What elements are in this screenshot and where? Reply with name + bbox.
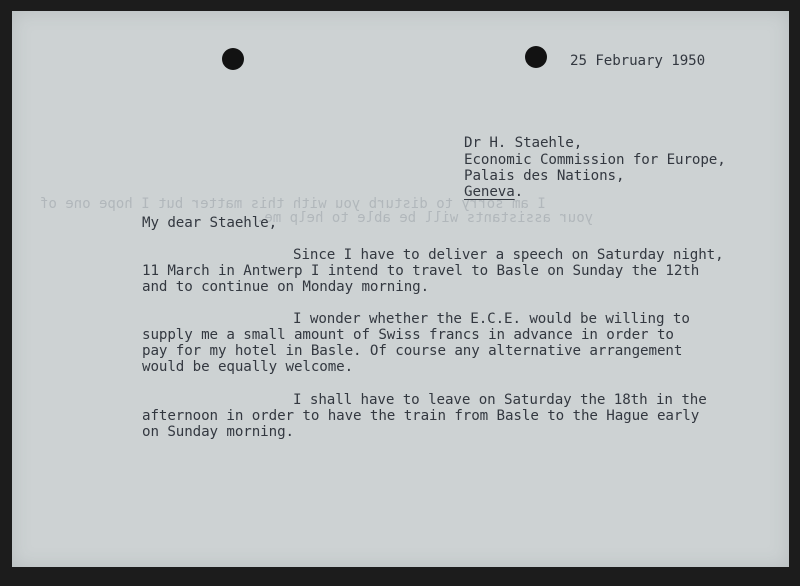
body-line: would be equally welcome. (142, 359, 354, 375)
letter-date: 25 February 1950 (570, 53, 706, 69)
address-line: Economic Commission for Europe, (464, 152, 726, 168)
bleed-through-line: your assistants will be able to help me. (256, 210, 594, 226)
letter-page (12, 11, 789, 567)
address-line: Dr H. Staehle, (464, 135, 583, 151)
bleed-through-line: I am sorry to disturb you with this matter but I hope one of (40, 196, 546, 212)
body-line: afternoon in order to have the train from Basle to the Hague early (142, 408, 700, 424)
body-line: pay for my hotel in Basle. Of course any alternative arrangement (142, 343, 683, 359)
address-punct: . (514, 184, 524, 200)
punch-hole-left (222, 48, 244, 70)
body-line: on Sunday morning. (142, 424, 294, 440)
body-line: supply me a small amount of Swiss francs in advance in order to (142, 327, 674, 343)
body-line: and to continue on Monday morning. (142, 279, 430, 295)
address-city: Geneva (464, 184, 515, 200)
address-line: Palais des Nations, (464, 168, 625, 184)
body-line: 11 March in Antwerp I intend to travel to Basle on Sunday the 12th (142, 263, 700, 279)
punch-hole-right (525, 46, 547, 68)
body-line: Since I have to deliver a speech on Saturday night, (293, 247, 724, 263)
body-line: I shall have to leave on Saturday the 18th in the (293, 392, 707, 408)
body-line: I wonder whether the E.C.E. would be willing to (293, 311, 690, 327)
salutation: My dear Staehle, (142, 215, 278, 231)
